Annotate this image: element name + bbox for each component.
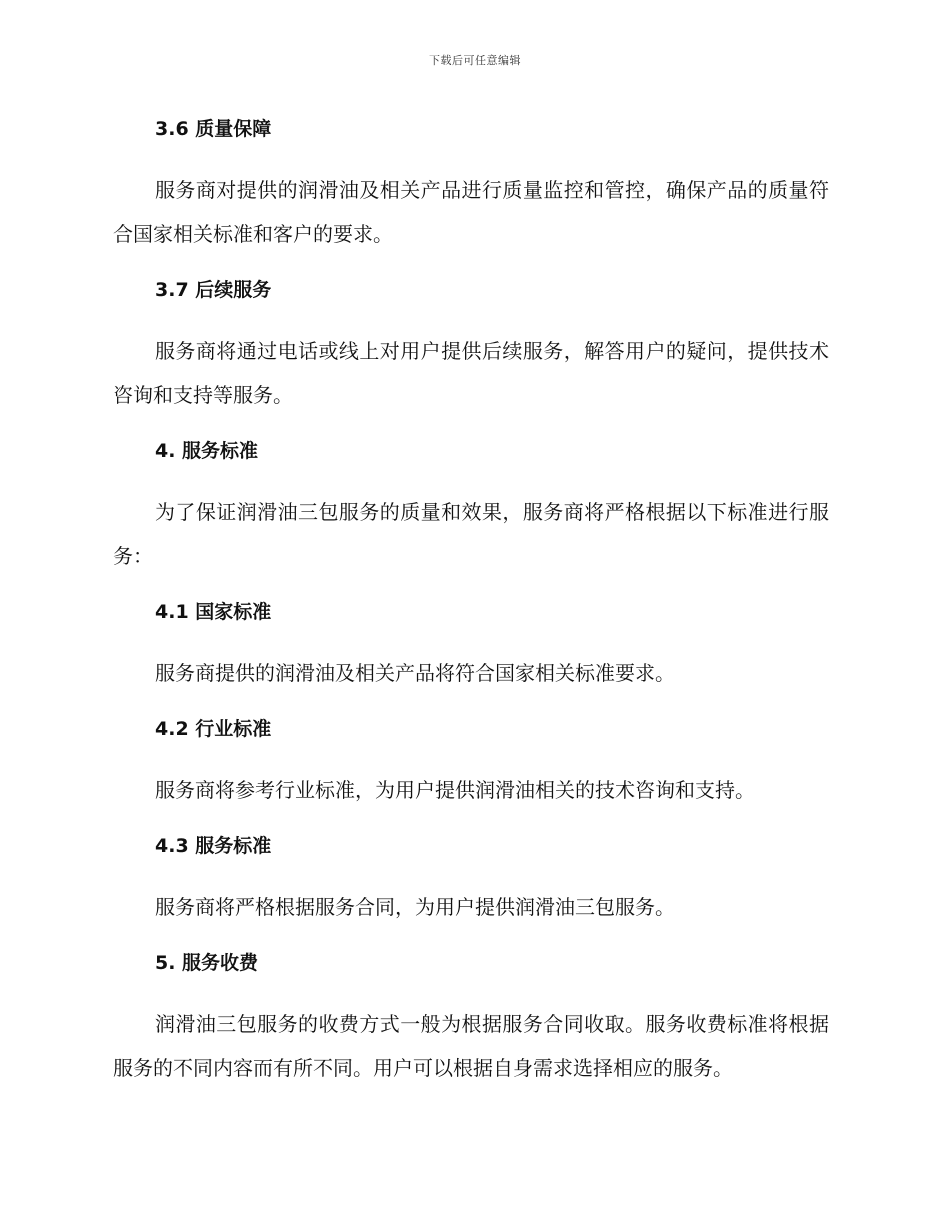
section-paragraph-3-6: 服务商对提供的润滑油及相关产品进行质量监控和管控，确保产品的质量符合国家相关标准和客户的要求。: [113, 178, 829, 246]
section-heading-4-1: 4.1 国家标准: [155, 601, 272, 623]
section-paragraph-4-2: 服务商将参考行业标准，为用户提供润滑油相关的技术咨询和支持。: [155, 778, 755, 802]
section-heading-4-3: 4.3 服务标准: [155, 835, 272, 857]
document-body: [113, 112, 829, 1090]
section-heading-4: 4. 服务标准: [155, 440, 259, 462]
section-paragraph-4-1: 服务商提供的润滑油及相关产品将符合国家相关标准要求。: [155, 661, 675, 685]
section-paragraph-4-3: 服务商将严格根据服务合同，为用户提供润滑油三包服务。: [155, 895, 675, 919]
page-header: 下载后可任意编辑: [429, 54, 521, 67]
section-paragraph-5: 润滑油三包服务的收费方式一般为根据服务合同收取。服务收费标准将根据服务的不同内容而有所不同。用户可以根据自身需求选择相应的服务。: [113, 1012, 829, 1080]
section-heading-5: 5. 服务收费: [155, 952, 259, 974]
section-heading-3-7: 3.7 后续服务: [155, 279, 272, 301]
section-heading-4-2: 4.2 行业标准: [155, 718, 272, 740]
section-heading-3-6: 3.6 质量保障: [155, 118, 272, 140]
section-paragraph-4: 为了保证润滑油三包服务的质量和效果，服务商将严格根据以下标准进行服务：: [113, 500, 829, 568]
section-paragraph-3-7: 服务商将通过电话或线上对用户提供后续服务，解答用户的疑问，提供技术咨询和支持等服务。: [113, 339, 829, 407]
